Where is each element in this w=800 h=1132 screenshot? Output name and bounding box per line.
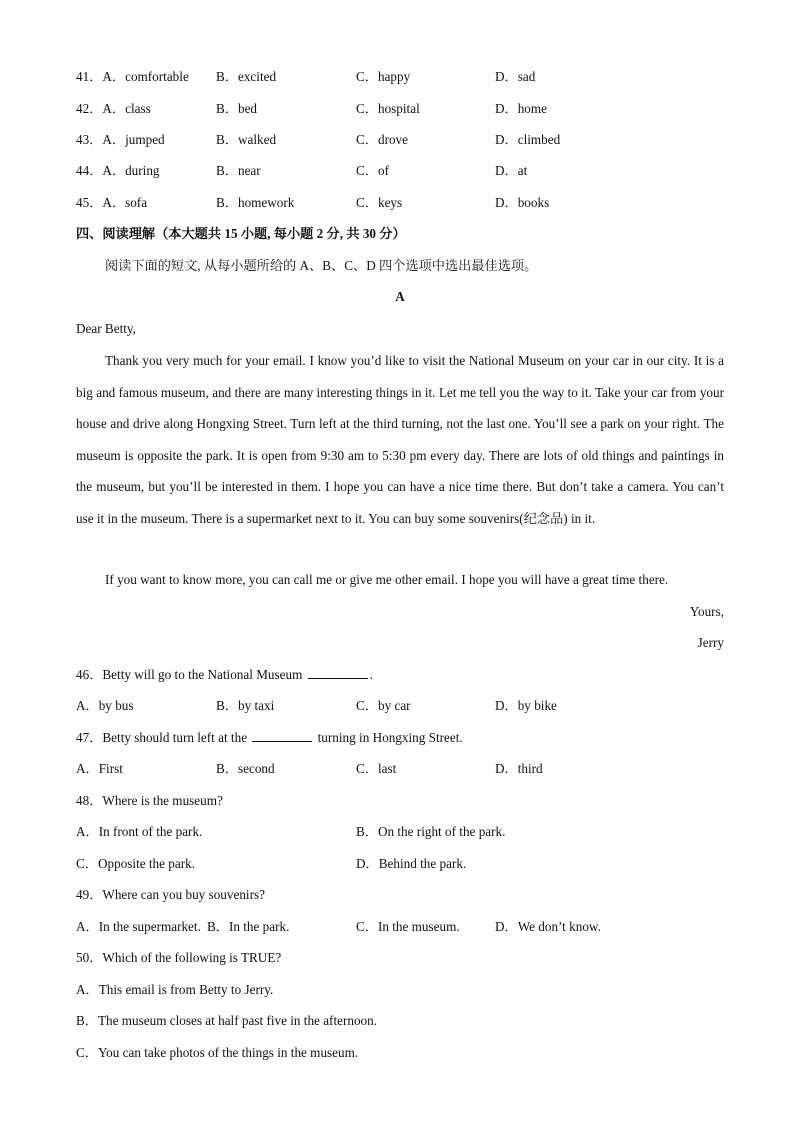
option-d: D．We don’t know. (495, 919, 601, 934)
question-50-stem: 50．Which of the following is TRUE? (76, 950, 282, 965)
option-d: D．third (495, 761, 543, 776)
letter-greeting: Dear Betty, (76, 321, 136, 336)
option-b: B．by taxi (216, 698, 275, 713)
option-d: D．books (495, 195, 550, 210)
answer-blank (308, 666, 368, 679)
question-48-stem: 48．Where is the museum? (76, 793, 223, 808)
option-a: A．by bus (76, 698, 134, 713)
option-a: A．In the supermarket. (76, 919, 201, 934)
option-c: C．Opposite the park. (76, 856, 196, 871)
option-a: 41．A．comfortable (76, 69, 189, 84)
option-b: B．bed (216, 101, 258, 116)
question-50-option-a: A．This email is from Betty to Jerry. (76, 982, 274, 997)
option-d: D．at (495, 163, 528, 178)
section-title: 四、阅读理解（本大题共 15 小题, 每小题 2 分, 共 30 分） (76, 226, 406, 241)
question-50-option-c: C．You can take photos of the things in the museum. (76, 1045, 359, 1060)
option-c: C．keys (356, 195, 403, 210)
question-50-option-b: B．The museum closes at half past five in the afternoon. (76, 1013, 378, 1028)
option-b: B．homework (216, 195, 295, 210)
option-c: C．by car (356, 698, 411, 713)
letter-signature: Jerry (697, 635, 724, 650)
question-47-stem: 47．Betty should turn left at the turning in Hongxing Street. (76, 730, 463, 745)
option-a: 43．A．jumped (76, 132, 165, 147)
answer-blank (252, 729, 312, 742)
option-b: B．walked (216, 132, 277, 147)
option-d: D．home (495, 101, 548, 116)
option-d: D．climbed (495, 132, 561, 147)
option-b: B．second (216, 761, 275, 776)
option-d: D．by bike (495, 698, 557, 713)
passage-label: A (395, 289, 405, 304)
option-b: B．excited (216, 69, 277, 84)
section-instruction: 阅读下面的短文, 从每小题所给的 A、B、C、D 四个选项中选出最佳选项。 (105, 258, 538, 273)
option-a: 45．A．sofa (76, 195, 148, 210)
option-a: 44．A．during (76, 163, 160, 178)
option-b: B．On the right of the park. (356, 824, 506, 839)
option-c: C．last (356, 761, 397, 776)
option-b: B．In the park. (207, 919, 290, 934)
option-a: A．In front of the park. (76, 824, 203, 839)
option-c: C．In the museum. (356, 919, 460, 934)
question-49-stem: 49．Where can you buy souvenirs? (76, 887, 265, 902)
option-b: B．near (216, 163, 261, 178)
letter-closing: Yours, (689, 604, 724, 619)
question-46-stem: 46．Betty will go to the National Museum . (76, 667, 373, 682)
option-c: C．of (356, 163, 389, 178)
letter-paragraph-2: If you want to know more, you can call me or give me other email. I hope you will have a great time there. (105, 572, 669, 587)
option-c: C．happy (356, 69, 411, 84)
option-a: 42．A．class (76, 101, 151, 116)
letter-paragraph-1: Thank you very much for your email. I know you’d like to visit the National Museum on your car in our city. It is a big and famous museum, and there are many interesting things in it. Let me tell you the way to it. Take your car from your house and drive along Hongxing Street. Turn left at the third turning, not the last one. You’ll see a park on your right. The museum is opposite the park. It is open from 9:30 am to 5:30 pm every day. There are lots of old things and paintings in the museum, but you’ll be interested in them. I hope you can have a nice time there. But don’t take a camera. You can’t use it in the museum. There is a supermarket next to it. You can buy some souvenirs(纪念品) in it. (76, 353, 724, 526)
option-c: C．hospital (356, 101, 420, 116)
option-c: C．drove (356, 132, 409, 147)
option-d: D．sad (495, 69, 536, 84)
option-a: A．First (76, 761, 123, 776)
option-d: D．Behind the park. (356, 856, 467, 871)
